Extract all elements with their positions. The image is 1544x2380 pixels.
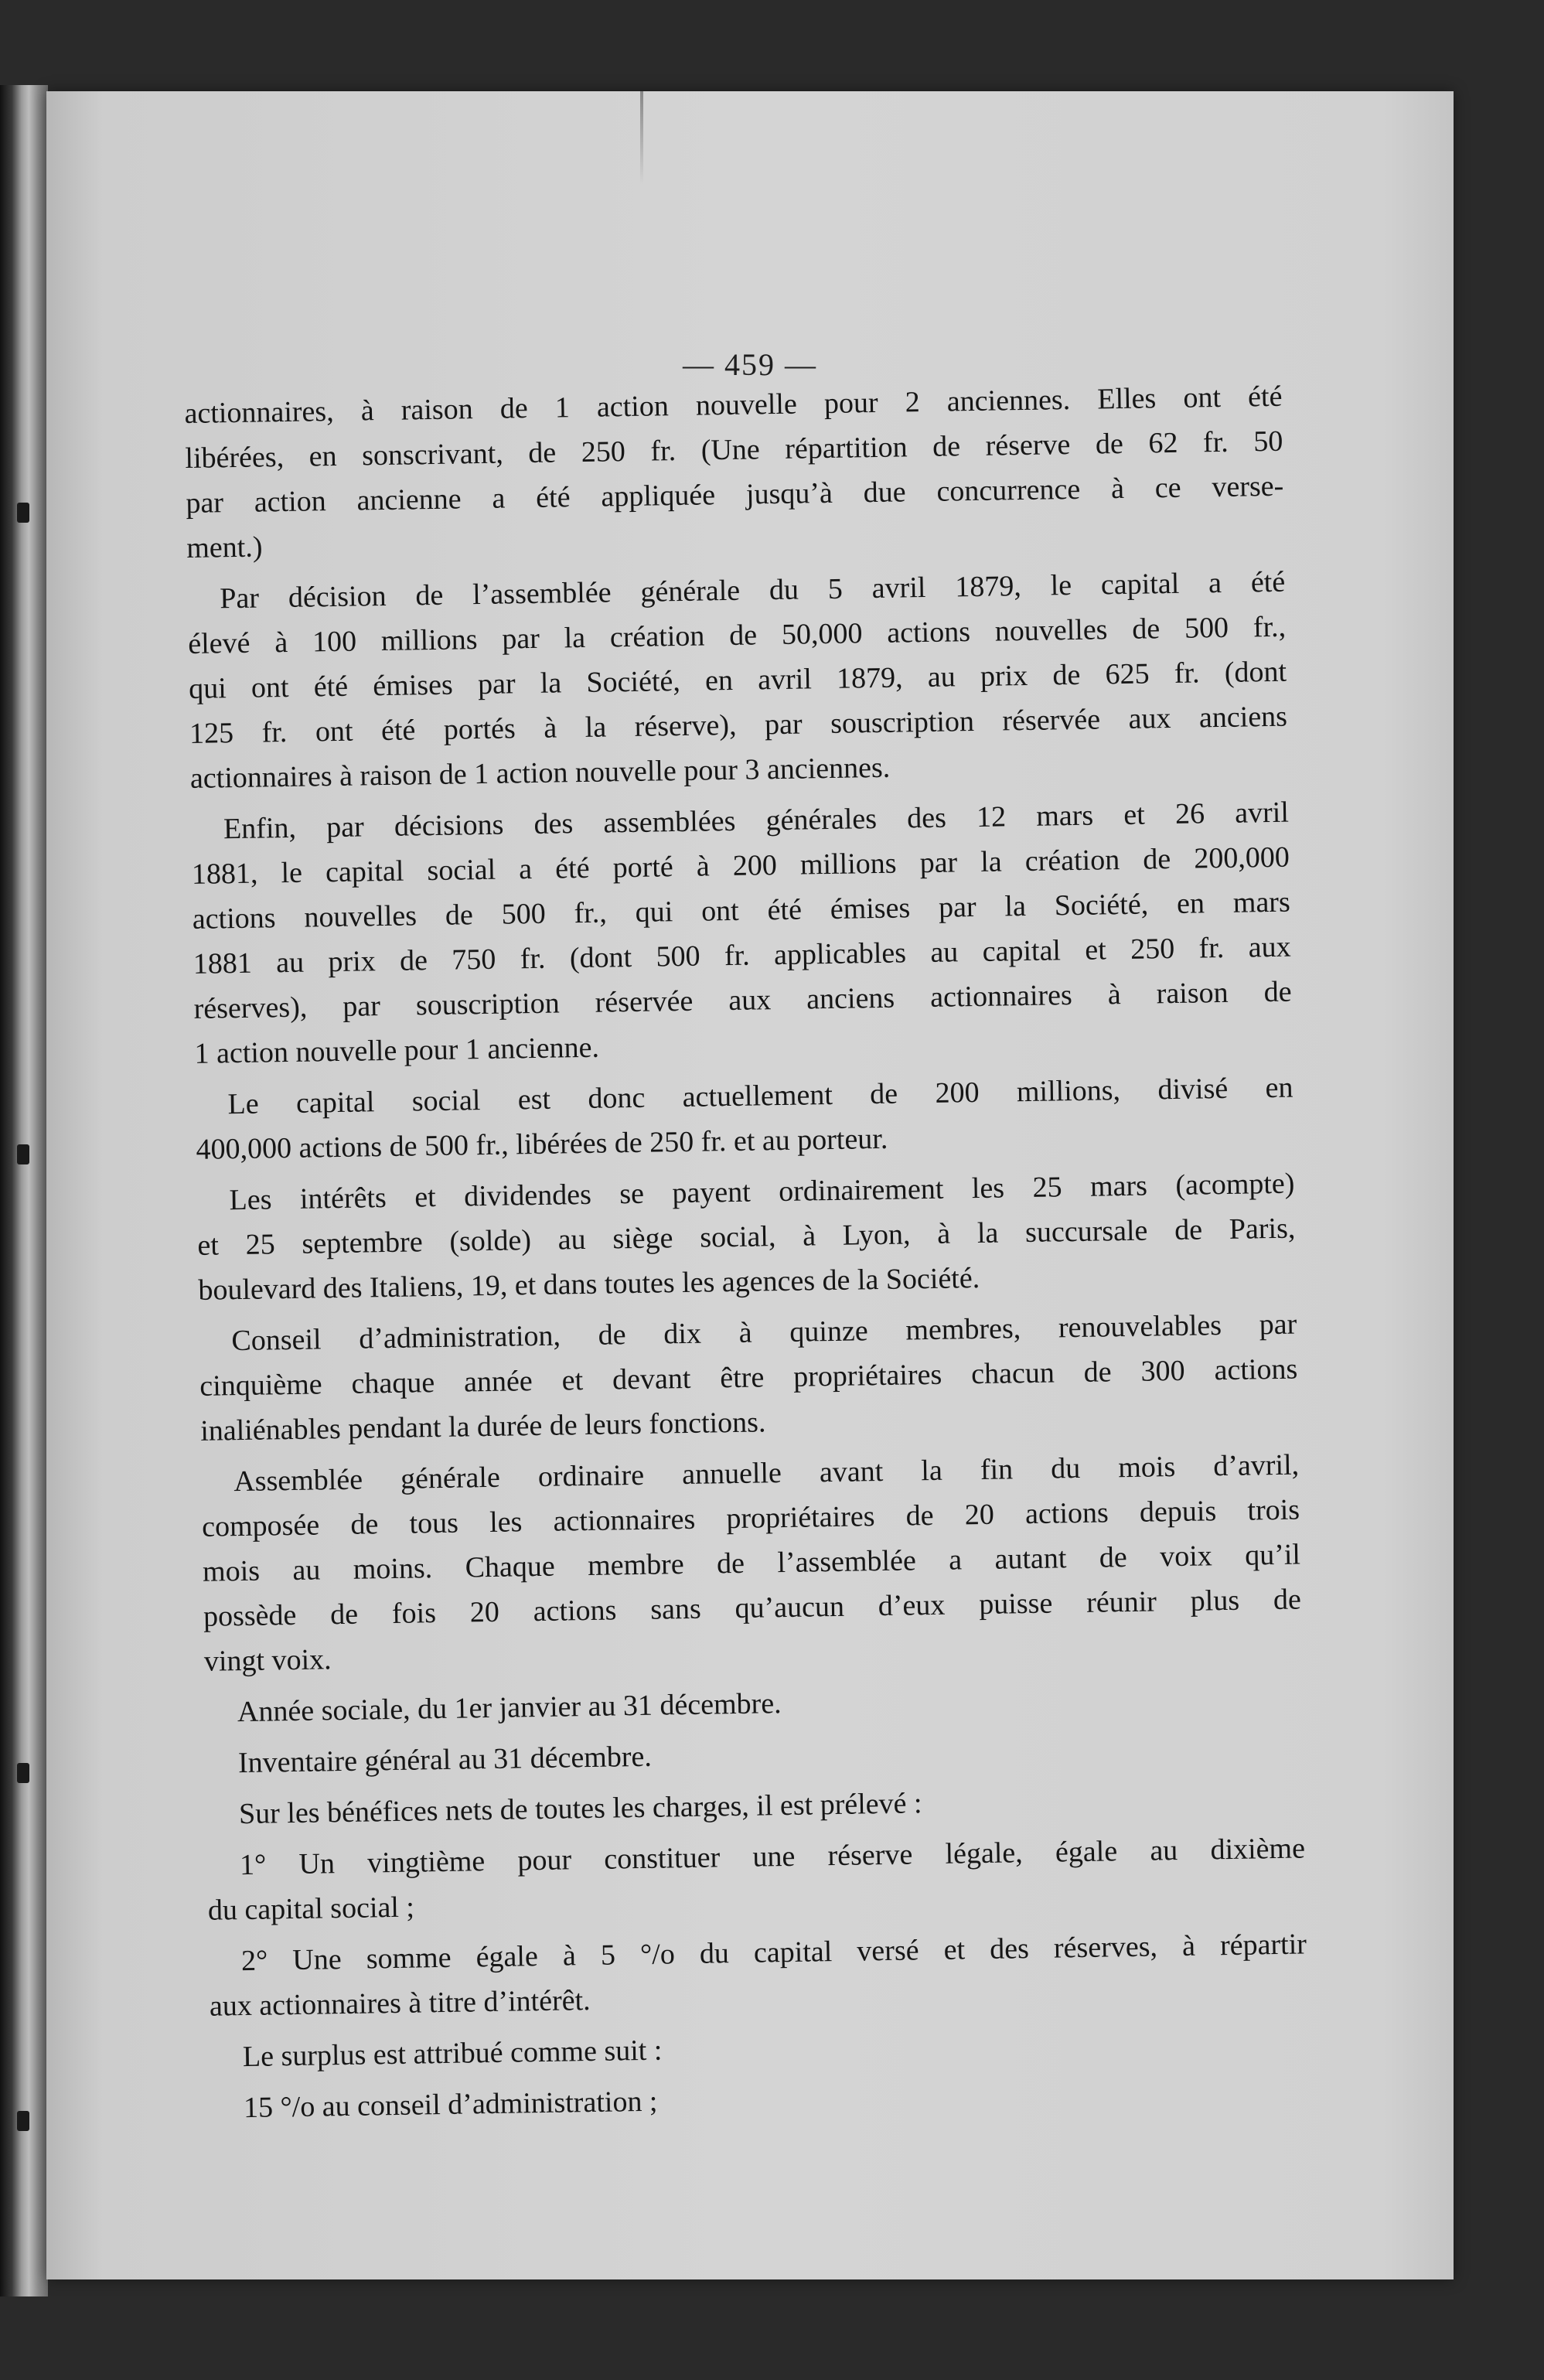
text-line: actionnaires à raison de 1 action nouvelle pour 3 anciennes. bbox=[189, 751, 891, 795]
paragraph bbox=[196, 1161, 1297, 1313]
text-line: cinquième chaque année et devant être propriétaires chacun de 300 actions bbox=[199, 1352, 1298, 1403]
text-line: Le surplus est attribué comme suit : bbox=[242, 2034, 663, 2074]
paragraph bbox=[199, 1302, 1299, 1454]
text-line: 1881 au prix de 750 fr. (dont 500 fr. applicables au capital et 250 fr. aux bbox=[193, 930, 1291, 980]
text-line: par action ancienne a été appliquée jusqu’à due concurrence à ce verse- bbox=[186, 469, 1284, 520]
text-line: boulevard des Italiens, 19, et dans toutes les agences de la Société. bbox=[198, 1261, 980, 1307]
text-line: du capital social ; bbox=[207, 1891, 415, 1927]
text-line: 400,000 actions de 500 fr., libérées de 250 fr. et au porteur. bbox=[196, 1122, 888, 1166]
paragraph bbox=[205, 1672, 1304, 1734]
paragraph bbox=[209, 1921, 1308, 2028]
page-number: — 459 — bbox=[683, 347, 817, 382]
binding-stitch bbox=[17, 1144, 29, 1164]
paragraph bbox=[184, 374, 1284, 571]
text-line: Sur les bénéfices nets de toutes les charges, il est prélevé : bbox=[238, 1787, 922, 1831]
text-line: Année sociale, du 1er janvier au 31 décembre. bbox=[237, 1687, 782, 1729]
text-line: qui ont été émises par la Société, en avril 1879, au prix de 625 fr. (dont bbox=[188, 655, 1287, 705]
paragraph bbox=[206, 1724, 1304, 1785]
text-line: 15 °/o au conseil d’administration ; bbox=[243, 2085, 658, 2125]
binding-stitch bbox=[17, 1763, 29, 1783]
text-line: aux actionnaires à titre d’intérêt. bbox=[209, 1984, 591, 2023]
paragraph bbox=[207, 1826, 1307, 1932]
text-line: mois au moins. Chaque membre de l’assemblée a autant de voix qu’il bbox=[202, 1538, 1301, 1588]
text-line: possède de fois 20 actions sans qu’aucun d’eux puisse réunir plus de bbox=[203, 1583, 1302, 1633]
text-line: 2° Une somme égale à 5 °/o du capital versé et des réserves, à répartir bbox=[240, 1928, 1307, 1978]
text-line: Enfin, par décisions des assemblées générales des 12 mars et 26 avril bbox=[223, 796, 1290, 846]
text-line: élevé à 100 millions par la création de 50,000 actions nouvelles de 500 fr., bbox=[187, 610, 1287, 660]
text-line: réserves), par souscription réservée aux anciens actionnaires à raison de bbox=[193, 975, 1292, 1025]
book-binding-edge bbox=[0, 85, 48, 2296]
text-line: ment.) bbox=[186, 530, 263, 564]
text-line: inaliénables pendant la durée de leurs fonctions. bbox=[199, 1406, 766, 1447]
binding-stitch bbox=[17, 503, 29, 523]
text-line: Conseil d’administration, de dix à quinze membres, renouvelables par bbox=[231, 1308, 1297, 1358]
paragraph bbox=[187, 560, 1288, 801]
binding-stitch bbox=[17, 2111, 29, 2131]
text-line: actions nouvelles de 500 fr., qui ont été émises par la Société, en mars bbox=[192, 885, 1291, 936]
text-line: Par décision de l’assemblée générale du 5 avril 1879, le capital a été bbox=[220, 565, 1286, 615]
text-line: et 25 septembre (solde) au siège social, à Lyon, à la succursale de Paris, bbox=[197, 1212, 1296, 1262]
text-line: 1881, le capital social a été porté à 200 millions par la création de 200,000 bbox=[191, 841, 1290, 891]
paragraph bbox=[201, 1443, 1302, 1684]
text-line: libérées, en sonscrivant, de 250 fr. (Une répartition de réserve de 62 fr. 50 bbox=[185, 425, 1283, 475]
paragraph bbox=[210, 2017, 1309, 2079]
text-line: Les intérêts et dividendes se payent ordinairement les 25 mars (acompte) bbox=[229, 1167, 1295, 1217]
text-line: 1° Un vingtième pour constituer une réserve légale, égale au dixième bbox=[239, 1832, 1306, 1882]
text-line: composée de tous les actionnaires propriétaires de 20 actions depuis trois bbox=[201, 1493, 1300, 1543]
body-text bbox=[184, 368, 1309, 2131]
paragraph bbox=[191, 790, 1293, 1076]
text-line: 125 fr. ont été portés à la réserve), par souscription réservée aux anciens bbox=[189, 700, 1288, 750]
paragraph bbox=[206, 1775, 1305, 1836]
paragraph bbox=[211, 2068, 1310, 2130]
text-line: Inventaire général au 31 décembre. bbox=[237, 1740, 653, 1780]
text-line: 1 action nouvelle pour 1 ancienne. bbox=[194, 1031, 600, 1070]
text-line: Le capital social est donc actuellement de 200 millions, divisé en bbox=[227, 1071, 1293, 1121]
document-page bbox=[46, 91, 1454, 2279]
paragraph bbox=[195, 1066, 1294, 1172]
text-line: vingt voix. bbox=[203, 1643, 332, 1678]
text-line: Assemblée générale ordinaire annuelle avant la fin du mois d’avril, bbox=[233, 1448, 1300, 1499]
text-line: actionnaires, à raison de 1 action nouvelle pour 2 anciennes. Elles ont été bbox=[184, 380, 1283, 430]
page-crease bbox=[640, 91, 643, 184]
